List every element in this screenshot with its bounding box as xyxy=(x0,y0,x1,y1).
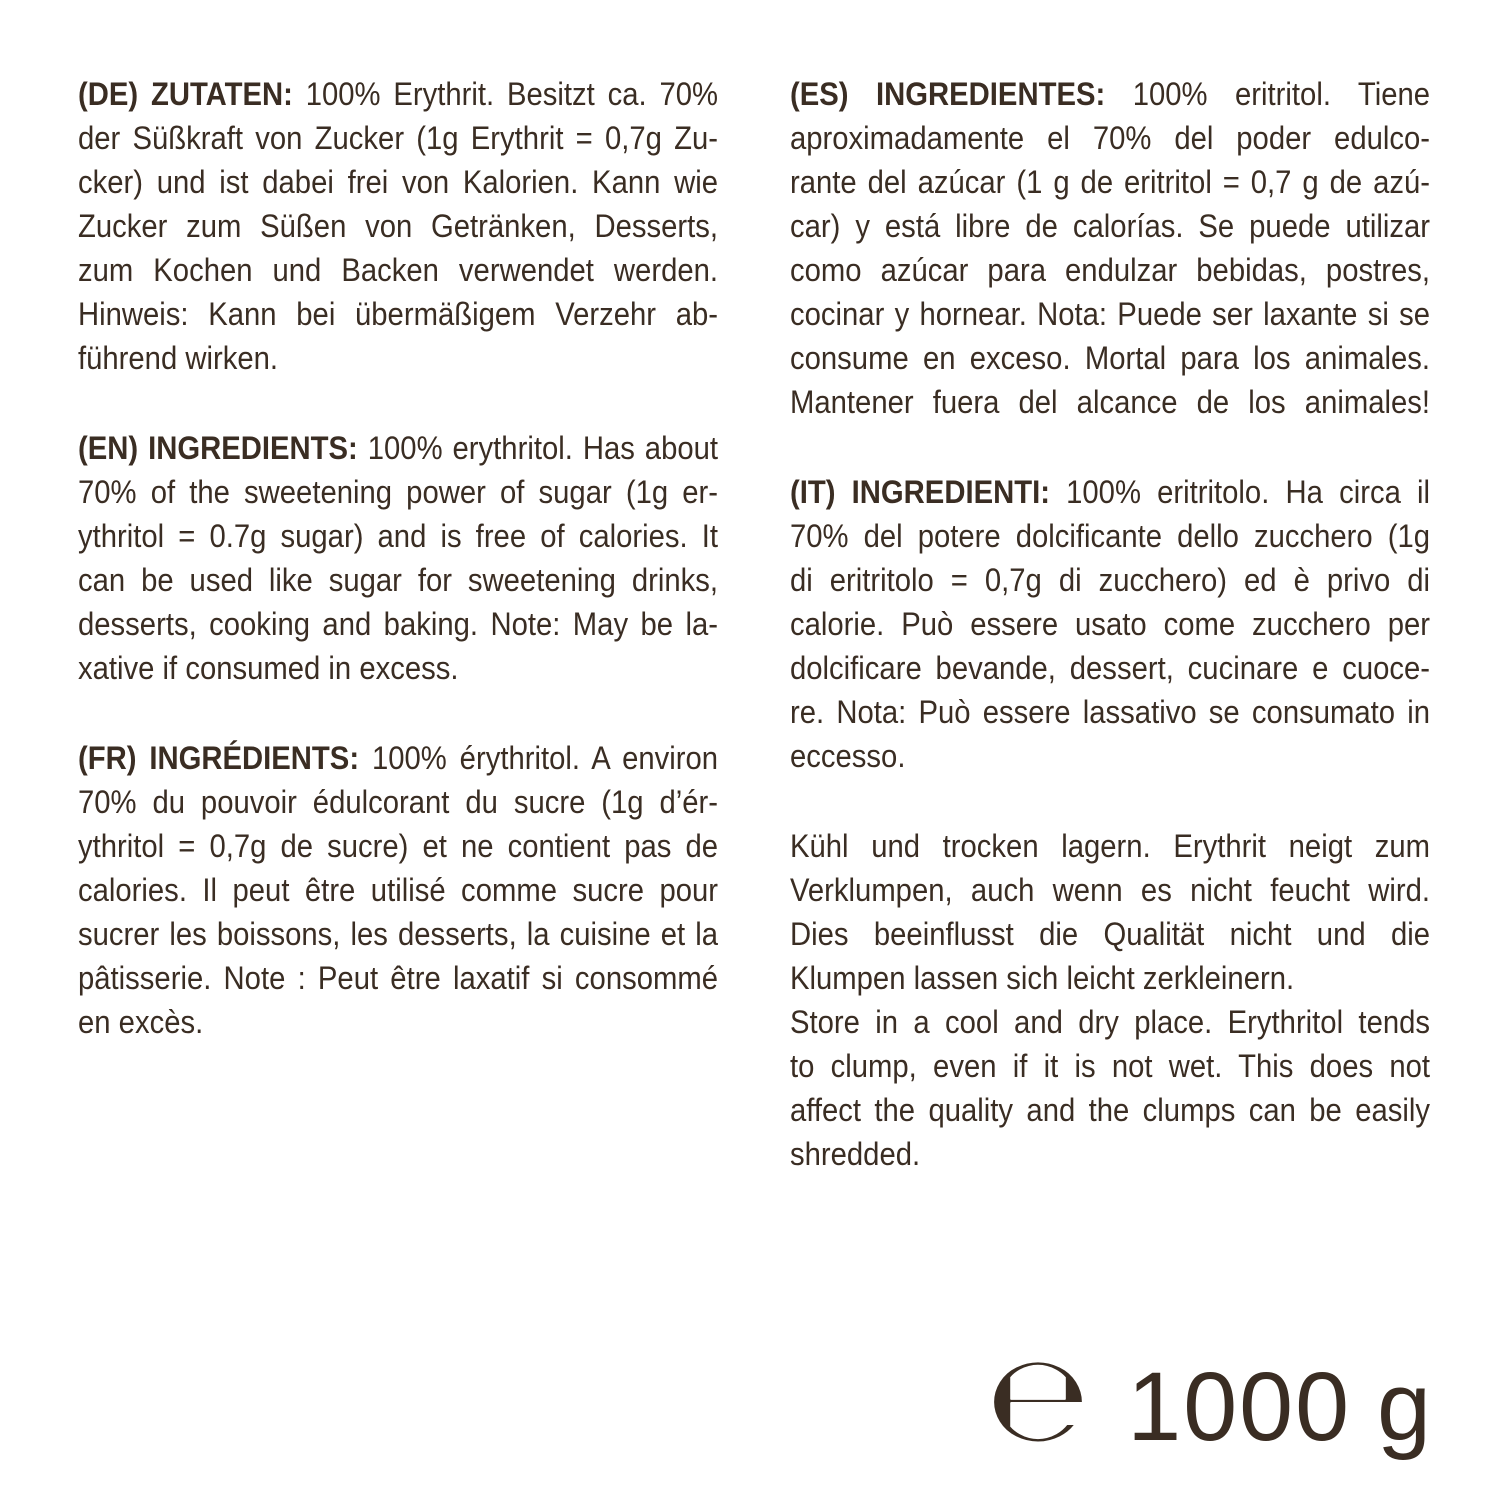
estimated-sign-icon: ℮ xyxy=(986,1330,1090,1469)
text-line: (IT) INGREDIENTI: 100% eritritolo. Ha circa il xyxy=(790,474,1431,510)
text-line: cker) und ist dabei frei von Kalorien. Kann wie xyxy=(78,164,719,200)
storage-note-en-paragraph xyxy=(790,1000,1430,1176)
ingredients-de-paragraph xyxy=(78,72,718,380)
text-line: calorie. Può essere usato come zucchero per xyxy=(790,606,1431,642)
net-weight-value: 1000 xyxy=(1127,1352,1352,1461)
text-line: en excès. xyxy=(78,1004,204,1040)
text-line: affect the quality and the clumps can be easily xyxy=(790,1092,1431,1128)
language-label: (ES) INGREDIENTES: xyxy=(790,76,1106,112)
language-label: (DE) ZUTATEN: xyxy=(78,76,293,112)
text-line: 70% du pouvoir édulcorant du sucre (1g d’ér- xyxy=(78,784,719,820)
text-line: Hinweis: Kann bei übermäßigem Verzehr ab- xyxy=(78,296,719,332)
text-line: shredded. xyxy=(790,1136,921,1172)
text-line: zum Kochen und Backen verwendet werden. xyxy=(78,252,719,288)
language-label: (FR) INGRÉDIENTS: xyxy=(78,740,360,776)
text-line: Dies beeinflusst die Qualität nicht und die xyxy=(790,916,1431,952)
text-line: xative if consumed in excess. xyxy=(78,650,459,686)
text-line: (ES) INGREDIENTES: 100% eritritol. Tiene xyxy=(790,76,1431,112)
text-line: calories. Il peut être utilisé comme sucre pour xyxy=(78,872,719,908)
text-line: führend wirken. xyxy=(78,340,279,376)
ingredients-es-paragraph xyxy=(790,72,1430,424)
text-line: ythritol = 0,7g de sucre) et ne contient pas de xyxy=(78,828,719,864)
text-line: como azúcar para endulzar bebidas, postres, xyxy=(790,252,1431,288)
text-line: Store in a cool and dry place. Erythritol tends xyxy=(790,1004,1431,1040)
text-line: aproximadamente el 70% del poder edulco- xyxy=(790,120,1431,156)
text-line: rante del azúcar (1 g de eritritol = 0,7 g de azú- xyxy=(790,164,1431,200)
text-line: 70% del potere dolcificante dello zucchero (1g xyxy=(790,518,1431,554)
text-line: to clump, even if it is not wet. This does not xyxy=(790,1048,1431,1084)
ingredients-it-paragraph xyxy=(790,470,1430,778)
storage-note-de-paragraph xyxy=(790,824,1430,1000)
text-line: can be used like sugar for sweetening drinks, xyxy=(78,562,719,598)
text-line: Mantener fuera del alcance de los animales! xyxy=(790,384,1431,420)
text-line: re. Nota: Può essere lassativo se consumato in xyxy=(790,694,1431,730)
text-line: sucrer les boissons, les desserts, la cuisine et la xyxy=(78,916,719,952)
text-line: eccesso. xyxy=(790,738,906,774)
text-line: (EN) INGREDIENTS: 100% erythritol. Has about xyxy=(78,430,719,466)
text-line: Klumpen lassen sich leicht zerkleinern. xyxy=(790,960,1295,996)
text-line: Kühl und trocken lagern. Erythrit neigt zum xyxy=(790,828,1431,864)
text-line: di eritritolo = 0,7g di zucchero) ed è privo di xyxy=(790,562,1431,598)
text-line: 70% of the sweetening power of sugar (1g er- xyxy=(78,474,719,510)
left-column xyxy=(78,72,718,1044)
language-label: (EN) INGREDIENTS: xyxy=(78,430,358,466)
language-label: (IT) INGREDIENTI: xyxy=(790,474,1050,510)
text-line: Verklumpen, auch wenn es nicht feucht wird. xyxy=(790,872,1431,908)
text-line: (FR) INGRÉDIENTS: 100% érythritol. A environ xyxy=(78,740,719,776)
text-line: dolcificare bevande, dessert, cucinare e cuoce- xyxy=(790,650,1431,686)
ingredients-en-paragraph xyxy=(78,426,718,690)
text-line: der Süßkraft von Zucker (1g Erythrit = 0,7g Zu- xyxy=(78,120,719,156)
text-line: (DE) ZUTATEN: 100% Erythrit. Besitzt ca. 70% xyxy=(78,76,719,112)
text-line: Zucker zum Süßen von Getränken, Desserts, xyxy=(78,208,719,244)
net-weight xyxy=(986,1330,1431,1469)
text-line: ythritol = 0.7g sugar) and is free of calories. It xyxy=(78,518,719,554)
net-weight-unit: g xyxy=(1377,1352,1431,1461)
text-line: desserts, cooking and baking. Note: May be la- xyxy=(78,606,719,642)
ingredients-fr-paragraph xyxy=(78,736,718,1044)
text-line: consume en exceso. Mortal para los animales. xyxy=(790,340,1431,376)
right-column xyxy=(790,72,1430,1176)
text-line: cocinar y hornear. Nota: Puede ser laxante si se xyxy=(790,296,1431,332)
text-line: car) y está libre de calorías. Se puede utilizar xyxy=(790,208,1431,244)
text-line: pâtisserie. Note : Peut être laxatif si consommé xyxy=(78,960,719,996)
